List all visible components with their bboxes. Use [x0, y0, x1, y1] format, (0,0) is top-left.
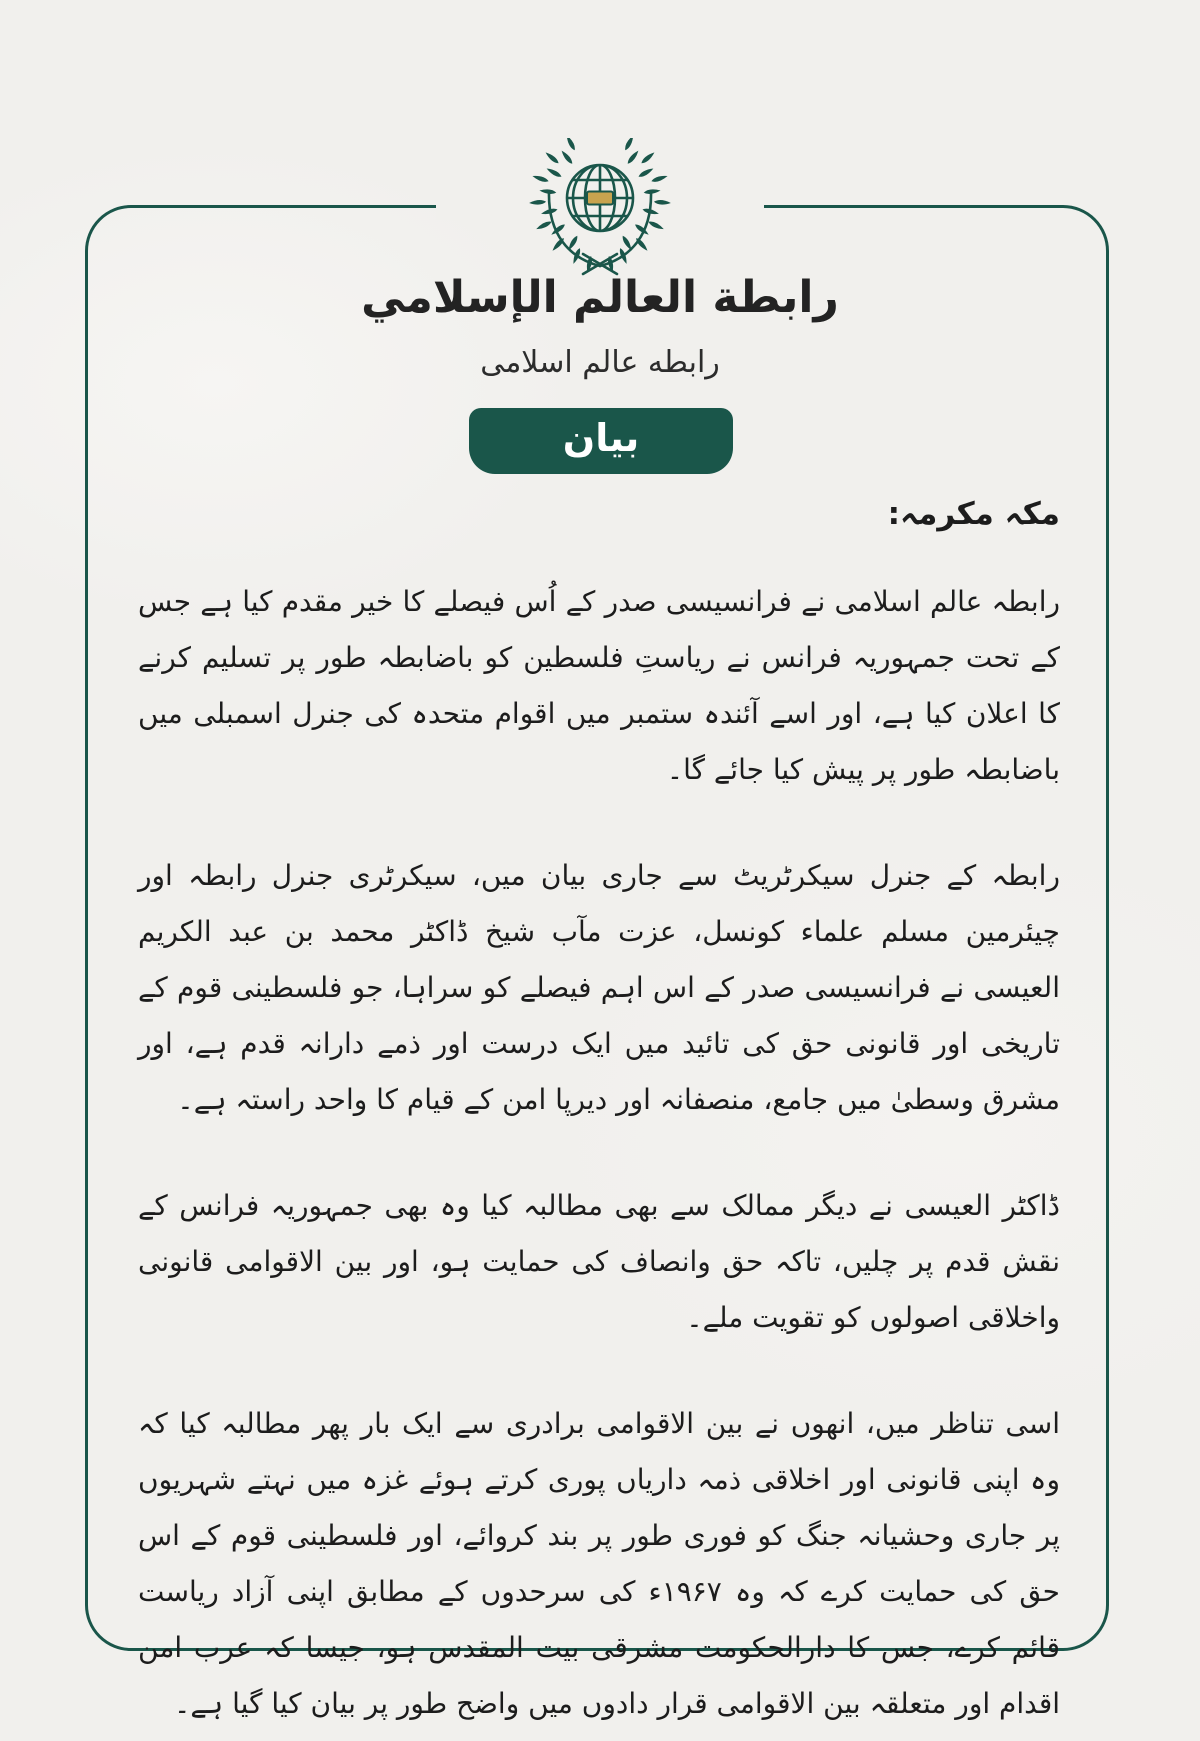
- banner-label: بيان: [562, 416, 640, 460]
- paragraph-1: رابطہ عالم اسلامی نے فرانسیسی صدر کے اُس فیصلے کا خیر مقدم کیا ہے جس کے تحت جمہوریہ فرانس نے ریاستِ فلسطین کو باضابطہ طور پر تسلیم کرنے کا اعلان کیا ہے، اور اسے آئندہ ستمبر میں اقوام متحدہ کی جنرل اسمبلی میں باضابطہ طور پر پیش کیا جائے گا۔: [138, 585, 1060, 786]
- statement-banner: [469, 408, 733, 474]
- statement-body: [138, 496, 1060, 1741]
- org-name-arabic-calligraphy: رابطة العالم الإسلامي: [361, 272, 839, 323]
- paragraph-2: رابطہ کے جنرل سیکرٹریٹ سے جاری بیان میں، سیکرٹری جنرل رابطہ اور چیئرمین مسلم علماء کونسل، عزت مآب شیخ ڈاکٹر محمد بن عبد الکریم العیسی نے فرانسیسی صدر کے اس اہم فیصلے کو سراہا، جو فلسطینی قوم کے تاریخی اور قانونی حق کی تائید میں ایک درست اور ذمے دارانہ قدم ہے، اور مشرق وسطیٰ میں جامع، منصفانہ اور دیرپا امن کے قیام کا واحد راستہ ہے۔: [138, 859, 1060, 1116]
- laurel-wreath-globe-logo: [515, 138, 685, 280]
- paragraph-4: اسی تناظر میں، انھوں نے بین الاقوامی برادری سے ایک بار پھر مطالبہ کیا کہ وہ اپنی قانونی اور اخلاقی ذمہ داریاں پوری کرتے ہوئے غزہ میں نہتے شہریوں پر جاری وحشیانہ جنگ کو فوری طور پر بند کروائے، اور فلسطینی قوم کے اس حق کی حمایت کرے کہ وہ ۱۹۶۷ء کی سرحدوں کے مطابق اپنی آزاد ریاست قائم کرے، جس کا دارالحکومت مشرقی بیت المقدس ہو، جیسا کہ عرب امن اقدام اور متعلقہ بین الاقوامی قرار دادوں میں واضح طور پر بیان کیا گیا ہے۔: [138, 1407, 1060, 1720]
- paragraph-3: ڈاکٹر العیسی نے دیگر ممالک سے بھی مطالبہ کیا وہ بھی جمہوریہ فرانس کے نقش قدم پر چلیں، تاکہ حق وانصاف کی حمایت ہو، اور بین الاقوامی قانونی واخلاقی اصولوں کو تقویت ملے۔: [138, 1189, 1060, 1334]
- org-name-urdu: رابطه عالم اسلامی: [480, 345, 720, 380]
- dateline: مکہ مکرمہ:: [887, 496, 1060, 532]
- globe-center-gold-emblem: [587, 192, 613, 205]
